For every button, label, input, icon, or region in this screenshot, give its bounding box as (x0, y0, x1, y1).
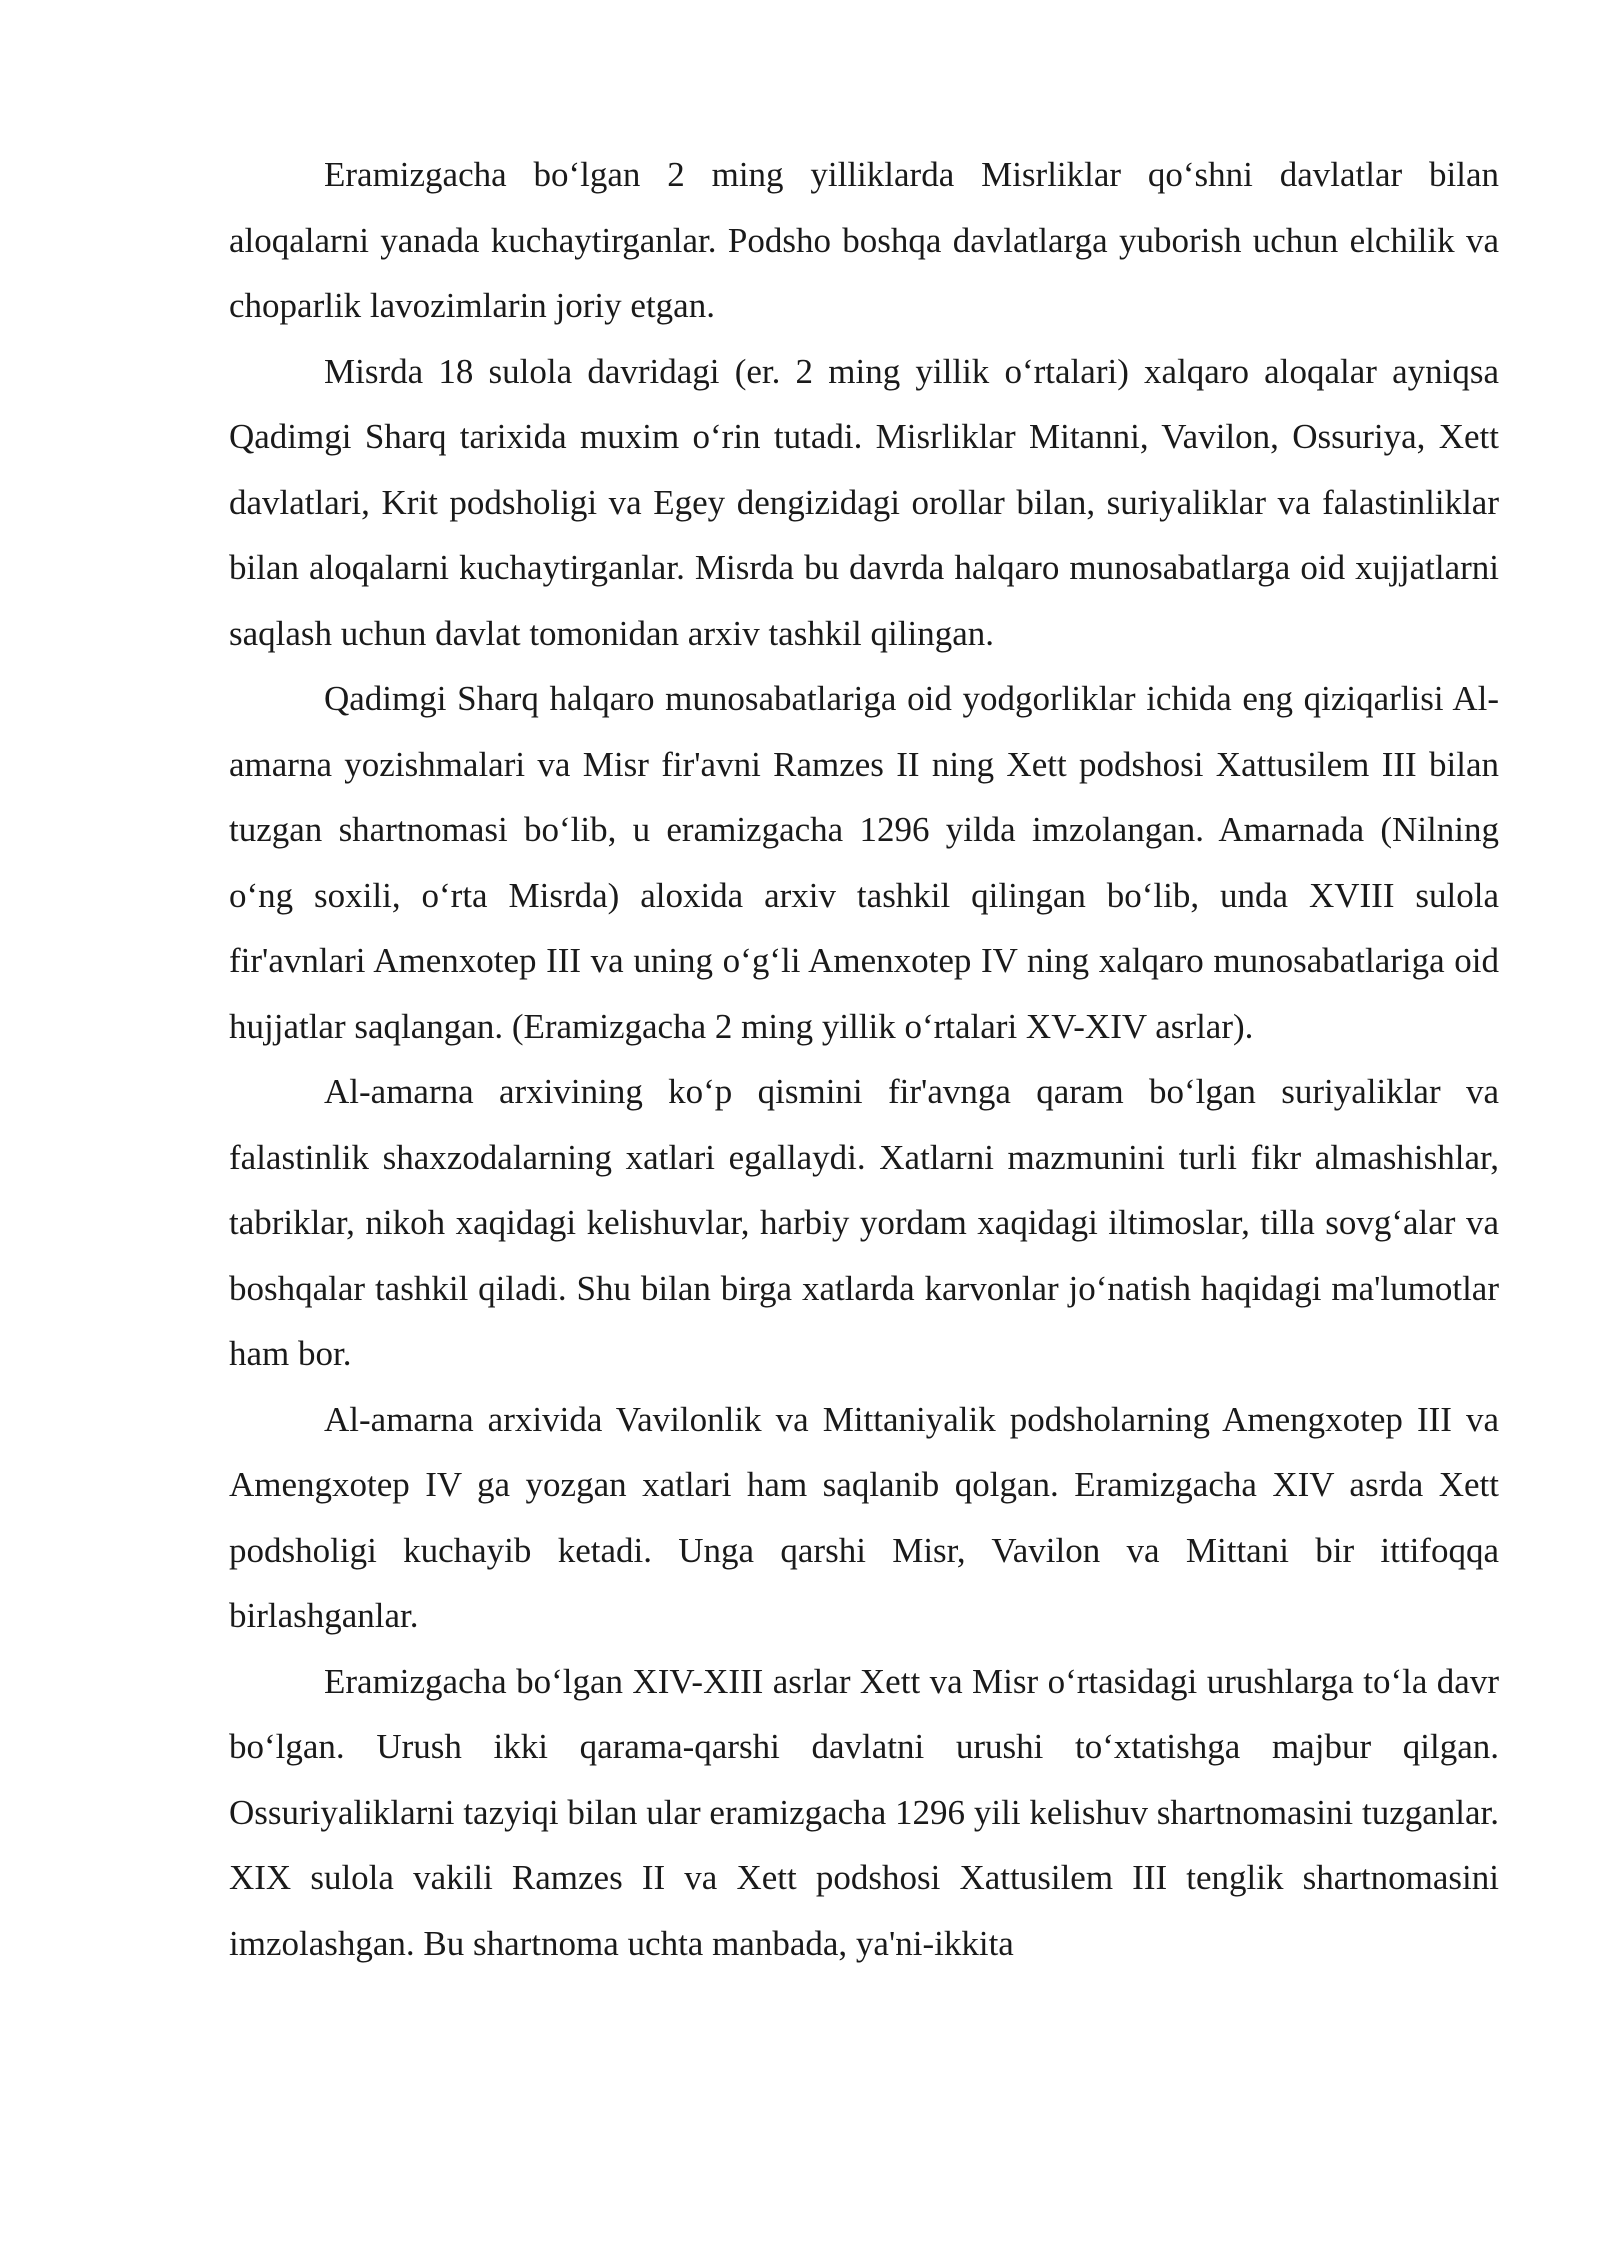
paragraph-1: Eramizgacha bo‘lgan 2 ming yilliklarda Misrliklar qo‘shni davlatlar bilan aloqalarni yanada kuchaytirganlar. Podsho boshqa davlatlarga yuborish uchun elchilik va choparlik lavozimlarin joriy etgan. (229, 155, 1499, 325)
paragraph-3: Qadimgi Sharq halqaro munosabatlariga oid yodgorliklar ichida eng qiziqarlisi Al-amarna yozishmalari va Misr fir'avni Ramzes II ning Xett podshosi Xattusilem III bilan tuzgan shartnomasi bo‘lib, u eramizgacha 1296 yilda imzolangan. Amarnada (Nilning o‘ng soxili, o‘rta Misrda) aloxida arxiv tashkil qilingan bo‘lib, unda XVIII sulola fir'avnlari Amenxotep III va uning o‘g‘li Amenxotep IV ning xalqaro munosabatlariga oid hujjatlar saqlangan. (Eramizgacha 2 ming yillik o‘rtalari XV-XIV asrlar). (229, 679, 1499, 1046)
paragraph-5: Al-amarna arxivida Vavilonlik va Mittaniyalik podsholarning Amengxotep III va Amengxotep IV ga yozgan xatlari ham saqlanib qolgan. Eramizgacha XIV asrda Xett podsholigi kuchayib ketadi. Unga qarshi Misr, Vavilon va Mittani bir ittifoqqa birlashganlar. (229, 1399, 1499, 1635)
paragraph-2: Misrda 18 sulola davridagi (er. 2 ming yillik o‘rtalari) xalqaro aloqalar ayniqsa Qadimgi Sharq tarixida muxim o‘rin tutadi. Misrliklar Mitanni, Vavilon, Ossuriya, Xett davlatlari, Krit podsholigi va Egey dengizidagi orollar bilan, suriyaliklar va falastinliklar bilan aloqalarni kuchaytirganlar. Misrda bu davrda halqaro munosabatlarga oid xujjatlarni saqlash uchun davlat tomonidan arxiv tashkil qilingan. (229, 351, 1499, 653)
paragraph-4: Al-amarna arxivining ko‘p qismini fir'avnga qaram bo‘lgan suriyaliklar va falastinlik shaxzodalarning xatlari egallaydi. Xatlarni mazmunini turli fikr almashishlar, tabriklar, nikoh xaqidagi kelishuvlar, harbiy yordam xaqidagi iltimoslar, tilla sovg‘alar va boshqalar tashkil qiladi. Shu bilan birga xatlarda karvonlar jo‘natish haqidagi ma'lumotlar ham bor. (229, 1072, 1499, 1373)
document-page (229, 142, 1499, 1976)
paragraph-6: Eramizgacha bo‘lgan XIV-XIII asrlar Xett va Misr o‘rtasidagi urushlarga to‘la davr bo‘lgan. Urush ikki qarama-qarshi davlatni urushi to‘xtatishga majbur qilgan. Ossuriyaliklarni tazyiqi bilan ular eramizgacha 1296 yili kelishuv shartnomasini tuzganlar. XIX sulola vakili Ramzes II va Xett podshosi Xattusilem III tenglik shartnomasini imzolashgan. Bu shartnoma uchta manbada, ya'ni-ikkita (229, 1661, 1499, 1963)
